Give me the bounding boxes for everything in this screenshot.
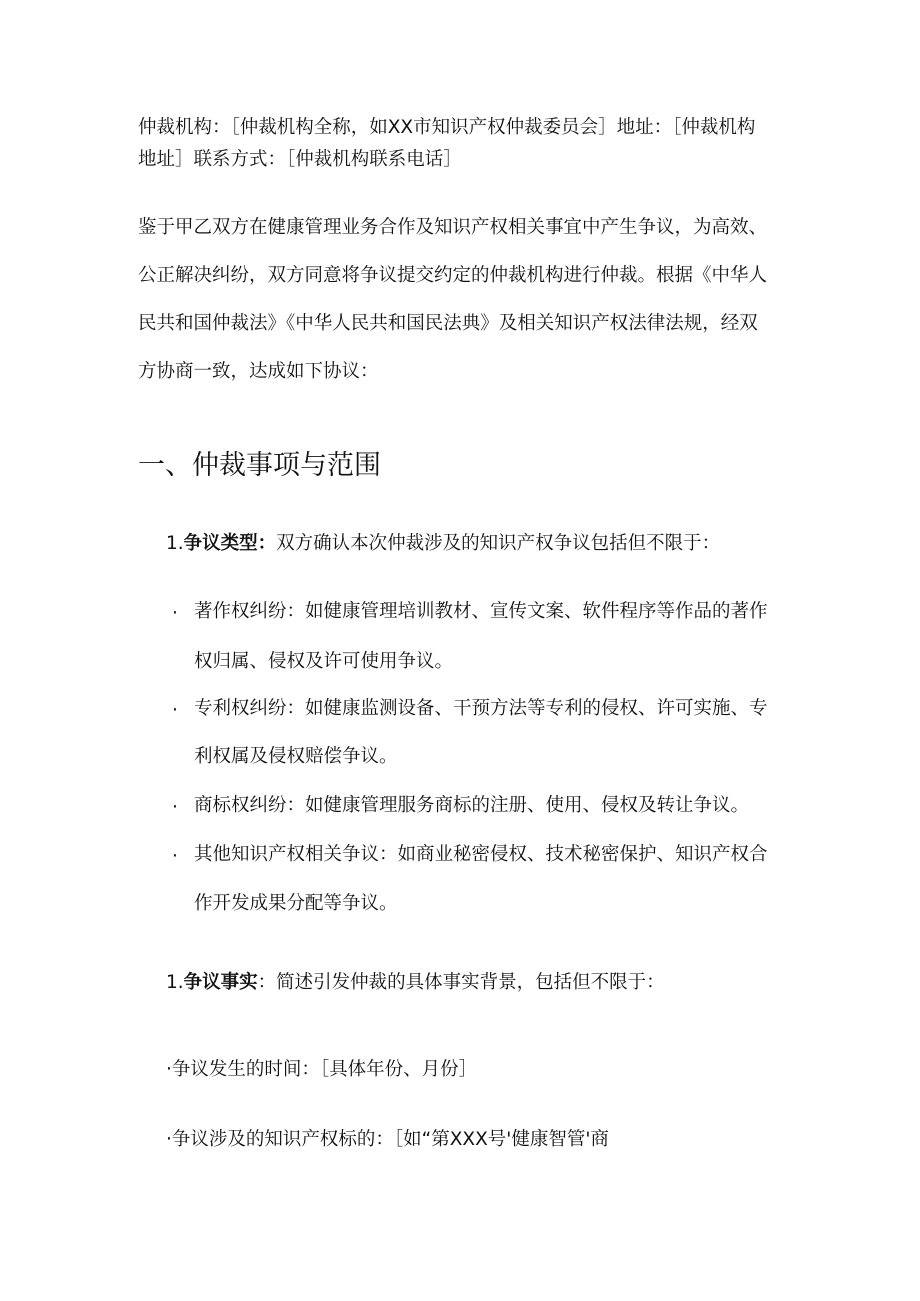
fact-subject: ·争议涉及的知识产权标的：［如“第XXX号'健康智管'商 bbox=[166, 1129, 609, 1150]
bullet-trademark-line-1: 商标权纠纷：如健康管理服务商标的注册、使用、侵权及转让争议。 bbox=[194, 795, 750, 816]
preamble-line-4: 方协商一致，达成如下协议： bbox=[138, 361, 379, 382]
item-dispute-type bbox=[166, 532, 720, 556]
fact-time: ·争议发生的时间：［具体年份、月份］ bbox=[166, 1059, 478, 1080]
item-dispute-facts bbox=[166, 971, 665, 995]
item-number: 1. bbox=[166, 533, 184, 554]
bullet-marker: · bbox=[172, 700, 178, 721]
bullet-marker: · bbox=[172, 603, 178, 624]
bullet-marker: · bbox=[172, 797, 178, 818]
bullet-patent-line-1: 专利权纠纷：如健康监测设备、干预方法等专利的侵权、许可实施、专 bbox=[194, 698, 768, 719]
item-text: 双方确认本次仲裁涉及的知识产权争议包括但不限于： bbox=[276, 533, 721, 554]
item-text: ：简述引发仲裁的具体事实背景，包括但不限于： bbox=[257, 972, 665, 993]
intro-line-2: 地址］联系方式：［仲裁机构联系电话］ bbox=[138, 149, 462, 170]
bullet-other-line-2: 作开发成果分配等争议。 bbox=[194, 893, 398, 914]
bullet-copyright-line-2: 权归属、侵权及许可使用争议。 bbox=[194, 651, 454, 672]
intro-line-1: 仲裁机构：［仲裁机构全称，如XX市知识产权仲裁委员会］地址：［仲裁机构 bbox=[138, 117, 756, 138]
preamble-line-3: 民共和国仲裁法》《中华人民共和国民法典》及相关知识产权法律法规，经双 bbox=[138, 313, 758, 334]
preamble-line-2: 公正解决纠纷，双方同意将争议提交约定的仲裁机构进行仲裁。根据《中华人 bbox=[138, 265, 768, 286]
section-heading: 一、仲裁事项与范围 bbox=[138, 450, 381, 481]
item-number: 1. bbox=[166, 972, 184, 993]
bullet-patent-line-2: 利权属及侵权赔偿争议。 bbox=[194, 746, 398, 767]
bullet-marker: · bbox=[172, 846, 178, 867]
item-label: 争议事实 bbox=[183, 972, 258, 993]
item-label: 争议类型： bbox=[183, 533, 277, 554]
bullet-copyright-line-1: 著作权纠纷：如健康管理培训教材、宣传文案、软件程序等作品的著作 bbox=[194, 601, 768, 622]
bullet-other-line-1: 其他知识产权相关争议：如商业秘密侵权、技术秘密保护、知识产权合 bbox=[194, 844, 768, 865]
preamble-line-1: 鉴于甲乙双方在健康管理业务合作及知识产权相关事宜中产生争议，为高效、 bbox=[138, 217, 768, 238]
